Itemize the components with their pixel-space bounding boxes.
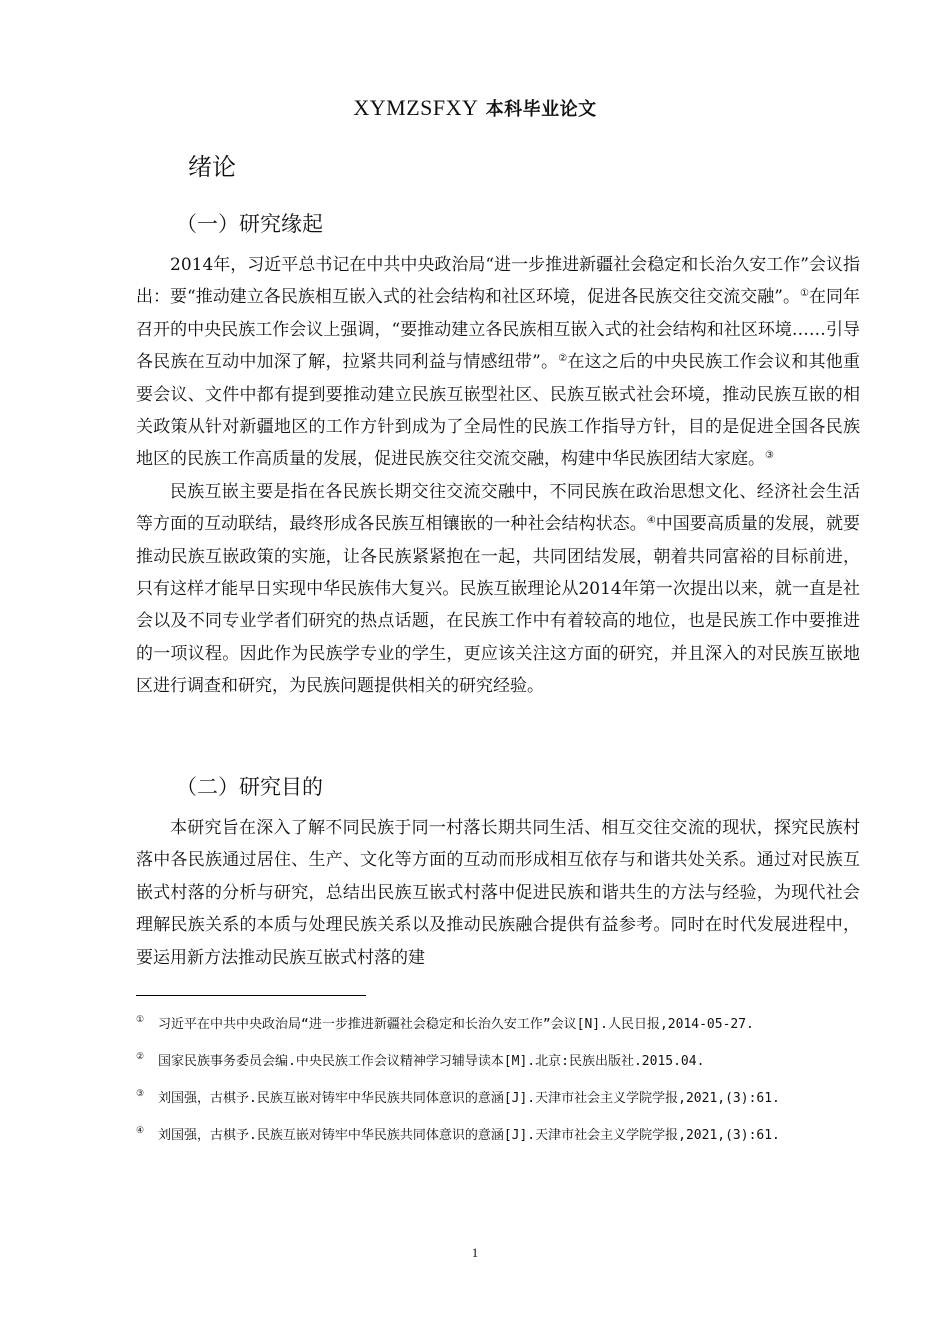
footnote [136,1084,860,1113]
footnote [136,1010,860,1039]
paragraph [136,249,860,476]
footnote [136,1121,860,1150]
footnote-text: 刘国强，古棋予.民族互嵌对铸牢中华民族共同体意识的意涵[J].天津市社会主义学院学报,2021,(3):61. [158,1128,780,1143]
paragraph [136,476,860,703]
footnote-text: 刘国强，古棋予.民族互嵌对铸牢中华民族共同体意识的意涵[J].天津市社会主义学院学报,2021,(3):61. [158,1091,780,1106]
text-run: 民族互嵌主要是指在各民族长期交往交流交融中，不同民族在政治思想文化、经济社会生活等方面的互动联结，最终形成各民族互相镶嵌的一种社会结构状态。 [136,481,860,535]
footnote-mark: ④ [136,1126,145,1136]
chapter-title: 绪论 [188,153,236,181]
footnote-mark: ② [136,1052,145,1062]
paragraph: 本研究旨在深入了解不同民族于同一村落长期共同生活、相互交往交流的现状，探究民族村落中各民族通过居住、生产、文化等方面的互动而形成相互依存与和谐共处关系。通过对民族互嵌式村落的分析与研究，总结出民族互嵌式村落中促进民族和谐共生的方法与经验，为现代社会理解民族关系的本质与处理民族关系以及推动民族融合提供有益参考。同时在时代发展进程中，要运用新方法推动民族互嵌式村落的建 [136,818,860,968]
footnote-separator [136,995,366,996]
text-run: 在同年召开的中央民族工作会议上强调，“要推动建立各民族相互嵌入式的社会结构和社区环境……引导各民族在互动中加深了解，拉紧共同利益与情感纽带”。 [136,287,860,373]
footnote-ref: ④ [646,515,656,527]
footnote-ref: ② [558,353,568,365]
section1-body [136,249,860,703]
footnote-ref: ① [799,288,809,300]
footnote-mark: ① [136,1015,145,1025]
section2-body [136,812,860,974]
footnote [136,1047,860,1076]
footnote-mark: ③ [136,1089,145,1099]
footnote-ref: ③ [765,450,774,462]
footnote-text: 国家民族事务委员会编.中央民族工作会议精神学习辅导读本[M].北京:民族出版社.2015.04. [158,1054,705,1069]
footnotes [136,1010,860,1158]
footnote-text: 习近平在中共中央政治局“进一步推进新疆社会稳定和长治久安工作”会议[N].人民日报,2014-05-27. [158,1017,754,1032]
header-latin: XYMZSFXY [353,95,479,120]
running-header [0,95,950,121]
text-run: 2014年，习近平总书记在中共中央政治局“进一步推进新疆社会稳定和长治久安工作”会议指出：要“推动建立各民族相互嵌入式的社会结构和社区环境，促进各民族交往交流交融”。 [136,255,860,308]
page-number: 1 [471,1245,479,1260]
section1-title: （一）研究缘起 [176,212,323,236]
text-run: 中国要高质量的发展，就要推动民族互嵌政策的实施，让各民族紧紧抱在一起，共同团结发展，朝着共同富裕的目标前进，只有这样才能早日实现中华民族伟大复兴。民族互嵌理论从2014年第一次提出以来，就一直是社会以及不同专业学者们研究的热点话题，在民族工作中有着较高的地位，也是民族工作中要推进的一项议程。因此作为民族学专业的学生，更应该关注这方面的研究，并且深入的对民族互嵌地区进行调查和研究，为民族问题提供相关的研究经验。 [136,514,861,697]
section2-title: （二）研究目的 [176,775,323,799]
text-run: 在这之后的中央民族工作会议和其他重要会议、文件中都有提到要推动建立民族互嵌型社区、民族互嵌式社会环境，推动民族互嵌的相关政策从针对新疆地区的工作方针到成为了全局性的民族工作指导方针，目的是促进全国各民族地区的民族工作高质量的发展，促进民族交往交流交融，构建中华民族团结大家庭。 [136,352,860,470]
header-cn: 本科毕业论文 [485,99,597,120]
